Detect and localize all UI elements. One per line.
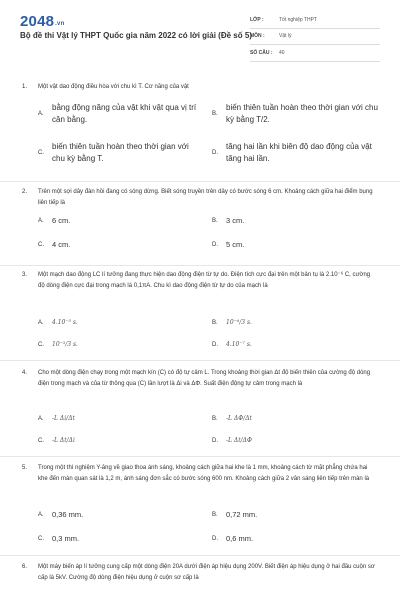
option-d[interactable] [212, 141, 382, 164]
option-letter: A. [38, 416, 44, 422]
option-text: bằng động năng của vật khi vật qua vị trí cân bằng. [52, 103, 197, 124]
option-letter: C. [38, 536, 44, 542]
meta-label: LỚP : [250, 16, 264, 23]
option-text: 6 cm. [52, 216, 71, 225]
option-text: biến thiên tuần hoàn theo thời gian với chu kỳ bằng T/2. [226, 103, 378, 124]
option-letter: A. [38, 218, 44, 224]
question-number: 2. [22, 189, 28, 195]
option-letter: B. [212, 416, 218, 422]
option-text: -L Δt/ΔΦ [226, 437, 252, 444]
option-letter: A. [38, 512, 44, 518]
option-text: 0,6 mm. [226, 534, 254, 543]
option-text: 4 cm. [52, 240, 71, 249]
meta-value: 40 [279, 49, 285, 56]
question-number: 1. [22, 84, 28, 90]
option-letter: B. [212, 320, 218, 326]
option-text: -L Δi/Δt [52, 415, 75, 422]
document-title: Bộ đề thi Vật lý THPT Quốc gia năm 2022 có lời giải (Đề số 5) [20, 31, 252, 40]
question-3 [0, 266, 400, 361]
question-4 [0, 361, 400, 457]
question-5 [0, 457, 400, 556]
question-text: Cho một dòng điện chạy trong một mạch kín (C) có độ tự cảm L. Trong khoảng thời gian Δt độ biến thiên của cường độ dòng điện trong mạch và của từ thông qua (C) lần lượt là Δi và ΔΦ. Suất điện động tự cảm trong mạch là [38, 370, 371, 387]
option-a[interactable] [38, 102, 203, 125]
option-text: 5 cm. [226, 240, 245, 249]
option-letter: C. [38, 342, 44, 348]
option-a[interactable] [38, 216, 203, 226]
option-a[interactable] [38, 318, 203, 328]
question-number: 3. [22, 272, 28, 278]
option-c[interactable] [38, 534, 203, 544]
option-text: 0,36 mm. [52, 510, 84, 519]
question-text: Trên một sợi dây đàn hồi đang có sóng dừng. Biết sóng truyền trên dây có bước sóng 6 cm. Khoảng cách giữa hai điểm bụng liên tiếp là [38, 189, 373, 206]
question-text: Trong một thí nghiệm Y-âng về giao thoa ánh sáng, khoảng cách giữa hai khe là 1 mm, khoảng cách từ mặt phẳng chứa hai khe đến màn quan sát là 1,2 m, ánh sáng đơn sắc có bước sóng 600 nm. Khoảng cách giữa 2 vân sáng liên tiếp trên màn là [38, 465, 370, 482]
option-a[interactable] [38, 414, 203, 424]
question-text: Một vật dao động điều hòa với chu kì T. Cơ năng của vật [38, 84, 189, 90]
meta-label: SỐ CÂU : [250, 49, 273, 56]
option-b[interactable] [212, 510, 377, 520]
option-c[interactable] [38, 340, 203, 350]
option-b[interactable] [212, 102, 382, 125]
option-c[interactable] [38, 436, 203, 446]
question-number: 6. [22, 564, 28, 570]
option-b[interactable] [212, 216, 377, 226]
option-text: tăng hai lần khi biên độ dao động của vật tăng hai lần. [226, 142, 372, 163]
option-text: 3 cm. [226, 216, 245, 225]
question-2 [0, 182, 400, 266]
option-text: 4.10⁻⁵ s. [52, 319, 78, 326]
question-text: Một mạch dao động LC lí tưởng đang thực hiện dao động điện từ tự do. Điện tích cực đại trên một bản tụ là 2.10⁻⁶ C, cường độ dòng điện cực đại trong mạch là 0,1πA. Chu kì dao động điện từ tự do của mạch là [38, 272, 371, 289]
option-letter: B. [212, 218, 218, 224]
question-text: Một máy biến áp lí tưởng cung cấp một dòng điện 20A dưới điện áp hiệu dụng 200V. Biết điện áp hiệu dụng ở hai đầu cuộn sơ cấp là 5kV. Cường độ dòng điện hiệu dụng ở cuộn sơ cấp là [38, 564, 375, 581]
meta-subject-row [250, 29, 380, 46]
option-letter: B. [212, 512, 218, 518]
option-c[interactable] [38, 141, 203, 164]
option-d[interactable] [212, 240, 377, 250]
option-c[interactable] [38, 240, 203, 250]
option-letter: D. [212, 438, 218, 444]
option-text: 10⁻⁶/3 s. [226, 319, 252, 326]
meta-label: MÔN : [250, 33, 265, 40]
question-number: 5. [22, 465, 28, 471]
question-1 [0, 70, 400, 182]
option-b[interactable] [212, 318, 377, 328]
option-letter: A. [38, 320, 44, 326]
site-logo[interactable]: 2048.vn [20, 13, 65, 30]
question-number: 4. [22, 370, 28, 376]
option-d[interactable] [212, 436, 377, 446]
option-letter: C. [38, 242, 44, 248]
option-text: -L Δt/Δi [52, 437, 75, 444]
option-text: 0,72 mm. [226, 510, 258, 519]
meta-class-row [250, 12, 380, 29]
option-text: 10⁻³/3 s. [52, 341, 78, 348]
option-text: 4.10⁻⁷ s. [226, 341, 252, 348]
option-letter: C. [38, 149, 44, 156]
option-text: biến thiên tuần hoàn theo thời gian với chu kỳ bằng T. [52, 142, 189, 163]
meta-value: Vật lý [279, 33, 292, 40]
document-header [0, 0, 400, 65]
option-text: -L ΔΦ/Δt [226, 415, 252, 422]
option-d[interactable] [212, 534, 377, 544]
option-letter: D. [212, 342, 218, 348]
option-letter: D. [212, 536, 218, 542]
meta-value: Tốt nghiệp THPT [279, 16, 317, 23]
option-letter: B. [212, 110, 218, 117]
document-meta [250, 12, 380, 62]
option-text: 0,3 mm. [52, 534, 80, 543]
option-letter: D. [212, 149, 218, 156]
meta-count-row [250, 45, 380, 62]
option-letter: D. [212, 242, 218, 248]
option-a[interactable] [38, 510, 203, 520]
option-letter: A. [38, 110, 44, 117]
question-6 [0, 556, 400, 600]
option-d[interactable] [212, 340, 377, 350]
option-b[interactable] [212, 414, 377, 424]
option-letter: C. [38, 438, 44, 444]
